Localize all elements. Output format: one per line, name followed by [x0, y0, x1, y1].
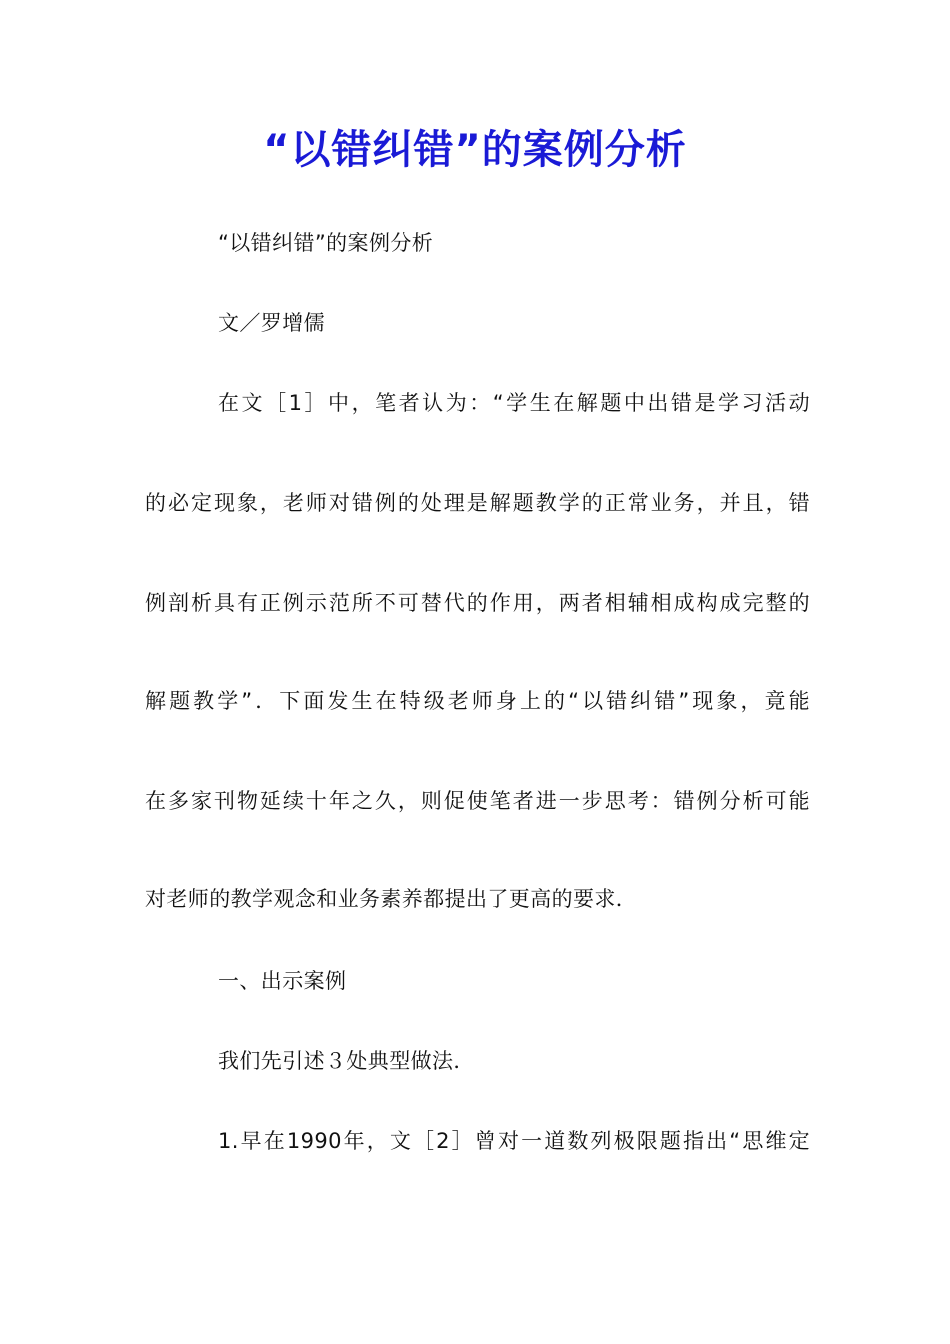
paragraph-item-1: 1.早在1990年，文［2］曾对一道数列极限题指出“思维定 [218, 1129, 810, 1153]
subtitle-line: “以错纠错”的案例分析 [218, 231, 434, 255]
paragraph-intro: 我们先引述３处典型做法． [218, 1049, 475, 1073]
document-title: “以错纠错”的案例分析 [263, 127, 687, 173]
paragraph-line-4: 解题教学”．下面发生在特级老师身上的“以错纠错”现象，竟能 [145, 689, 810, 713]
paragraph-line-2: 的必定现象，老师对错例的处理是解题教学的正常业务，并且，错 [145, 491, 810, 515]
paragraph-line-1: 在文［1］中，笔者认为：“学生在解题中出错是学习活动 [218, 391, 810, 415]
section-heading: 一、出示案例 [218, 969, 347, 993]
paragraph-line-6: 对老师的教学观念和业务素养都提出了更高的要求． [145, 887, 638, 911]
author-line: 文／罗增儒 [218, 311, 325, 335]
paragraph-line-3: 例剖析具有正例示范所不可替代的作用，两者相辅相成构成完整的 [145, 591, 810, 615]
paragraph-line-5: 在多家刊物延续十年之久，则促使笔者进一步思考：错例分析可能 [145, 789, 810, 813]
